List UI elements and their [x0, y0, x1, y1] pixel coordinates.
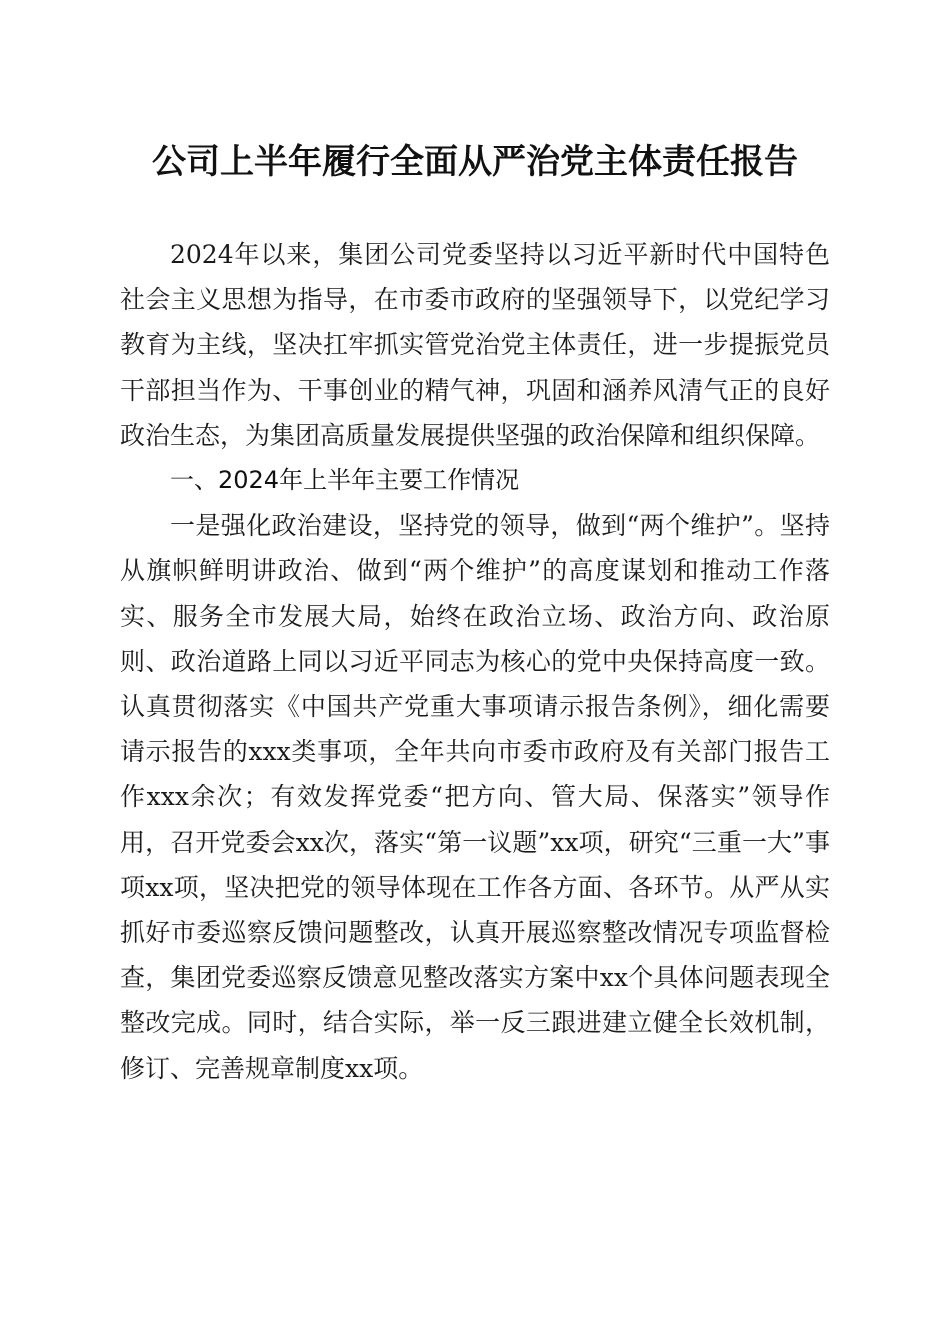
section-heading: 一、2024年上半年主要工作情况 [170, 466, 520, 495]
document-body [120, 232, 830, 1091]
document-title: 公司上半年履行全面从严治党主体责任报告 [152, 142, 798, 182]
section-paragraph: 一是强化政治建设，坚持党的领导，做到“两个维护”。坚持从旗帜鲜明讲政治、做到“两个维护”的高度谋划和推动工作落实、服务全市发展大局，始终在政治立场、政治方向、政治原则、政治道路上同以习近平同志为核心的党中央保持高度一致。认真贯彻落实《中国共产党重大事项请示报告条例》，细化需要请示报告的xxx类事项，全年共向市委市政府及有关部门报告工作xxx余次；有效发挥党委“把方向、管大局、保落实”领导作用，召开党委会xx次，落实“第一议题”xx项，研究“三重一大”事项xx项，坚决把党的领导体现在工作各方面、各环节。从严从实抓好市委巡察反馈问题整改，认真开展巡察整改情况专项监督检查，集团党委巡察反馈意见整改落实方案中xx个具体问题表现全整改完成。同时，结合实际，举一反三跟进建立健全长效机制，修订、完善规章制度xx项。 [120, 511, 830, 1083]
intro-paragraph: 2024年以来，集团公司党委坚持以习近平新时代中国特色社会主义思想为指导，在市委市政府的坚强领导下，以党纪学习教育为主线，坚决扛牢抓实管党治党主体责任，进一步提振党员干部担当作为、干事创业的精气神，巩固和涵养风清气正的良好政治生态，为集团高质量发展提供坚强的政治保障和组织保障。 [120, 240, 830, 450]
